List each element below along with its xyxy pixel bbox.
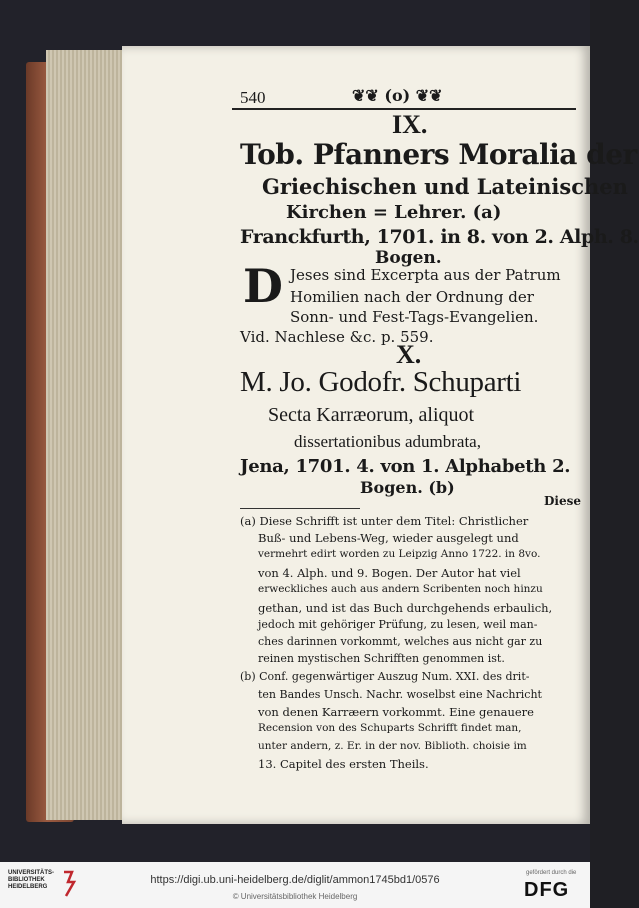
footnote-line: von 4. Alph. und 9. Bogen. Der Autor hat viel bbox=[258, 566, 521, 580]
section-x-imprint-2: Bogen. (b) bbox=[360, 478, 455, 497]
footnote-line: ten Bandes Unsch. Nachr. woselbst eine Nachricht bbox=[258, 688, 542, 701]
catchword: Diese bbox=[544, 494, 581, 508]
drop-cap: D bbox=[243, 259, 283, 313]
header-ornament: ❦❦ (o) ❦❦ bbox=[352, 86, 443, 105]
copyright-notice: © Universitätsbibliothek Heidelberg bbox=[232, 892, 358, 901]
section-ix-title-line-1: Tob. Pfanners Moralia der bbox=[240, 138, 637, 171]
section-ix-title-line-3: Kirchen = Lehrer. (a) bbox=[286, 202, 502, 223]
section-ix-title-line-2: Griechischen und Lateinischen bbox=[262, 174, 628, 199]
section-ix-body-2: Homilien nach der Ordnung der bbox=[290, 288, 534, 306]
section-x-title-line-1: M. Jo. Godofr. Schuparti bbox=[240, 366, 522, 398]
footnote-line: jedoch mit gehöriger Prüfung, zu lesen, weil man- bbox=[258, 618, 538, 631]
footnote-line: gethan, und ist das Buch durchgehends erbaulich, bbox=[258, 601, 553, 615]
section-x-title-line-3: dissertationibus adumbrata, bbox=[294, 432, 481, 451]
section-x-imprint-1: Jena, 1701. 4. von 1. Alphabeth 2. bbox=[240, 456, 571, 477]
footnote-line: ches darinnen vorkommt, welches aus nicht gar zu bbox=[258, 635, 543, 648]
section-ix-body-1: Jeses sind Excerpta aus der Patrum bbox=[290, 266, 561, 284]
funding-note: gefördert durch die bbox=[526, 870, 577, 876]
permalink-url[interactable]: https://digi.ub.uni-heidelberg.de/diglit/ammon1745bd1/0576 bbox=[150, 874, 440, 886]
section-ix-body-4: Vid. Nachlese &c. p. 559. bbox=[240, 328, 434, 346]
footnote-line: (b) Conf. gegenwärtiger Auszug Num. XXI. des drit- bbox=[240, 670, 530, 683]
section-x-title-line-2: Secta Karræorum, aliquot bbox=[268, 404, 475, 426]
footnote-rule bbox=[240, 508, 360, 509]
dfg-logo[interactable]: DFG bbox=[524, 879, 570, 901]
footnote-line: (a) Diese Schrifft ist unter dem Titel: Christlicher bbox=[240, 514, 529, 528]
footnote-line: Buß- und Lebens-Weg, wieder ausgelegt und bbox=[258, 531, 519, 545]
footnote-line: reinen mystischen Schrifften genommen ist. bbox=[258, 652, 505, 665]
section-ix-imprint-1: Franckfurth, 1701. in 8. von 2. Alph. 8. bbox=[240, 226, 639, 248]
section-number-ix: IX. bbox=[392, 110, 428, 139]
section-ix-imprint-2: Bogen. bbox=[375, 248, 442, 268]
section-ix-body-3: Sonn- und Fest-Tags-Evangelien. bbox=[290, 308, 539, 326]
footnote-line: 13. Capitel des ersten Theils. bbox=[258, 757, 429, 771]
footnote-line: erweckliches auch aus andern Scribenten noch hinzu bbox=[258, 583, 543, 595]
section-number-x: X. bbox=[396, 340, 422, 369]
page-number: 540 bbox=[240, 88, 266, 107]
footnote-line: von denen Karræern vorkommt. Eine genauere bbox=[258, 705, 534, 719]
university-library-logo[interactable]: UNIVERSITÄTS- BIBLIOTHEK HEIDELBERG bbox=[8, 870, 55, 890]
footnote-line: vermehrt edirt worden zu Leipzig Anno 1722. in 8vo. bbox=[258, 548, 541, 560]
footnote-line: unter andern, z. Er. in der nov. Biblioth. choisie im bbox=[258, 740, 527, 752]
footnote-line: Recension von des Schuparts Schrifft findet man, bbox=[258, 722, 522, 734]
